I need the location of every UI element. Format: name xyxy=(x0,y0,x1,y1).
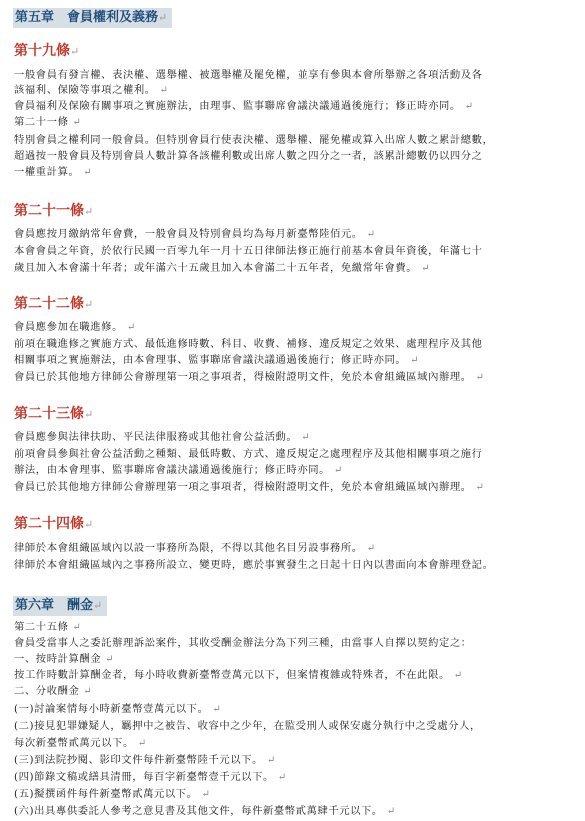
article-22-line-3 xyxy=(14,352,419,369)
paragraph-mark-icon: ↵ xyxy=(333,465,343,476)
article-22-line-1 xyxy=(14,319,136,336)
article-25-title: 第二十五條 xyxy=(14,621,69,633)
article-25-line-1: 會員受當事人之委託辦理訴訟案件，其收受酬金辦法分為下列三種，由當事人自擇以契約定之： xyxy=(14,637,472,649)
article-21-line-3 xyxy=(14,260,430,277)
article-19-line-4 xyxy=(14,114,81,131)
paragraph-mark-icon: ↵ xyxy=(93,599,103,612)
paragraph-mark-icon: ↵ xyxy=(72,117,82,128)
paragraph-mark-icon: ↵ xyxy=(126,322,136,333)
article-23-title: 第二十三條 xyxy=(14,406,84,422)
article-25-item-2b-text: 每次新臺幣貳萬元以下。 xyxy=(14,737,134,749)
article-25-item-2a: (二)接見犯罪嫌疑人，羈押中之被告、收容中之少年，在監受刑人或保安處分執行中之受處分人， xyxy=(14,720,481,732)
chapter-6-heading xyxy=(13,596,107,616)
article-25-item-2b xyxy=(14,735,147,752)
article-23-line-3 xyxy=(14,462,343,479)
article-24-line-1 xyxy=(14,540,376,557)
article-21-heading xyxy=(14,202,93,221)
paragraph-mark-icon: ↵ xyxy=(301,432,311,443)
paragraph-mark-icon: ↵ xyxy=(212,704,222,715)
paragraph-mark-icon: ↵ xyxy=(366,229,376,240)
article-19-line-5: 特別會員之權利同一般會員。但特別會員行使表決權、選舉權、罷免權或算入出席人數之累計總數， xyxy=(14,134,494,146)
paragraph-mark-icon: ↵ xyxy=(266,755,276,766)
article-24-line-1-text: 律師於本會組織區域內以設一事務所為限，不得以其他名目另設事務所。 xyxy=(14,542,363,554)
article-23-line-1-text: 會員應參與法律扶助、平民法律服務或其他社會公益活動。 xyxy=(14,431,298,443)
article-21-sub-heading: 第二十一條 xyxy=(14,116,69,128)
paragraph-mark-icon: ↵ xyxy=(421,263,431,274)
article-19-title: 第十九條 xyxy=(14,43,70,59)
article-25-line-2 xyxy=(14,651,114,668)
article-25-line-4 xyxy=(14,683,92,700)
article-22-title: 第二十二條 xyxy=(14,296,84,312)
paragraph-mark-icon: ↵ xyxy=(84,518,94,531)
article-24-line-2: 律師於本會組織區域內之事務所設立、變更時，應於事實發生之日起十日內以書面向本會辦理登記。 xyxy=(14,559,494,571)
article-22-line-4-text: 會員已於其他地方律師公會辦理第一項之事項者，得檢附證明文件，免於本會組織區域內辦理。 xyxy=(14,371,472,383)
article-25-line-3 xyxy=(14,667,463,684)
article-22-line-1-text: 會員應參加在職進修。 xyxy=(14,321,123,333)
article-25-item-1-text: (一)討論案情每小時新臺幣壹萬元以下。 xyxy=(14,703,209,715)
paragraph-mark-icon: ↵ xyxy=(137,738,147,749)
article-21-title: 第二十一條 xyxy=(14,203,84,219)
article-25-item-6-text: (六)出具專供委託人參考之意見書及其他文件，每件新臺幣貳萬肆千元以下。 xyxy=(14,805,383,817)
paragraph-mark-icon: ↵ xyxy=(105,654,115,665)
article-23-line-3-text: 辦法，由本會理事、監事聯席會議決議通過後施行；修正時亦同。 xyxy=(14,464,331,476)
article-23-line-2: 前項會員參與社會公益活動之種類、最低時數、方式、違反規定之處理程序及其他相關事項之施行 xyxy=(14,448,483,460)
article-22-line-2: 前項在職進修之實施方式、最低進修時數、科目、收費、補修、違反規定之效果、處理程序及其他 xyxy=(14,338,483,350)
article-19-line-1: 一般會員有發言權、表決權、選舉權、被選舉權及罷免權，並享有參與本會所舉辦之各項活動及各 xyxy=(14,69,483,81)
paragraph-mark-icon: ↵ xyxy=(159,85,169,96)
article-25-item-5-text: (五)擬撰函件每件新臺幣貳萬元以下。 xyxy=(14,788,198,800)
article-23-line-1 xyxy=(14,429,310,446)
paragraph-mark-icon: ↵ xyxy=(158,11,168,24)
article-21-line-1 xyxy=(14,226,376,243)
paragraph-mark-icon: ↵ xyxy=(410,355,420,366)
article-25-item-3-text: (三)到法院抄閱、影印文件每件新臺幣陸千元以下。 xyxy=(14,754,263,766)
article-19-line-3 xyxy=(14,98,474,115)
paragraph-mark-icon: ↵ xyxy=(475,372,485,383)
chapter-5-heading xyxy=(13,8,172,28)
article-21-line-2: 本會會員之年資，於依行民國一百零九年一月十五日律師法修正施行前基本會員年資後，年滿七十 xyxy=(14,245,483,257)
paragraph-mark-icon: ↵ xyxy=(453,670,463,681)
article-25-heading xyxy=(14,619,81,636)
paragraph-mark-icon: ↵ xyxy=(84,205,94,218)
article-25-item-6 xyxy=(14,803,396,820)
article-19-line-7-text: 一權重計算。 xyxy=(14,166,80,178)
article-25-line-3-text: 按工作時數計算酬金者，每小時收費新臺幣壹萬元以下，但案情複雜或特殊者，不在此限。 xyxy=(14,669,450,681)
paragraph-mark-icon: ↵ xyxy=(84,408,94,421)
article-22-line-3-text: 相關事項之實施辦法，由本會理事、監事聯席會議決議通過後施行；修正時亦同。 xyxy=(14,354,407,366)
chapter-6-title: 第六章 酬金 xyxy=(15,598,94,613)
paragraph-mark-icon: ↵ xyxy=(277,772,287,783)
article-23-heading xyxy=(14,405,93,424)
article-23-line-4-text: 會員已於其他地方律師公會辦理第一項之事項者，得檢附證明文件，免於本會組織區域內辦理。 xyxy=(14,481,472,493)
paragraph-mark-icon: ↵ xyxy=(475,482,485,493)
chapter-5-title: 第五章 會員權利及義務 xyxy=(15,10,159,25)
article-24-title: 第二十四條 xyxy=(14,516,84,532)
article-19-line-7 xyxy=(14,164,92,181)
article-19-line-2-text: 該福利、保險等事項之權利。 xyxy=(14,84,156,96)
article-19-line-6: 超過按一般會員及特別會員人數計算各該權利數或出席人數之四分之一者，該累計總數仍以四分之 xyxy=(14,150,483,162)
article-25-item-4-text: (四)節錄文稿或繕具清冊，每百字新臺幣壹千元以下。 xyxy=(14,771,274,783)
paragraph-mark-icon: ↵ xyxy=(70,45,80,58)
article-19-line-3-text: 會員福利及保險有關事項之實施辦法，由理事、監事聯席會議決議通過後施行；修正時亦同。 xyxy=(14,100,461,112)
article-24-heading xyxy=(14,515,93,534)
paragraph-mark-icon: ↵ xyxy=(83,167,93,178)
article-22-line-4 xyxy=(14,369,485,386)
paragraph-mark-icon: ↵ xyxy=(366,543,376,554)
article-25-line-4-text: 二、分收酬金 xyxy=(14,685,80,697)
article-21-line-1-text: 會員應按月繳納常年會費，一般會員及特別會員均為每月新臺幣陸佰元。 xyxy=(14,228,363,240)
article-25-item-5 xyxy=(14,786,210,803)
article-19-heading xyxy=(14,42,79,61)
article-21-line-3-text: 歲且加入本會滿十年者；或年滿六十五歲且加入本會滿二十五年者，免繳常年會費。 xyxy=(14,262,418,274)
article-23-line-4 xyxy=(14,479,485,496)
article-19-line-2 xyxy=(14,82,169,99)
article-25-item-1 xyxy=(14,701,221,718)
article-25-item-4 xyxy=(14,769,287,786)
paragraph-mark-icon: ↵ xyxy=(72,622,82,633)
paragraph-mark-icon: ↵ xyxy=(201,789,211,800)
article-25-item-3 xyxy=(14,752,276,769)
paragraph-mark-icon: ↵ xyxy=(84,298,94,311)
article-25-line-2-text: 一、按時計算酬金 xyxy=(14,653,102,665)
paragraph-mark-icon: ↵ xyxy=(386,806,396,817)
article-22-heading xyxy=(14,295,93,314)
paragraph-mark-icon: ↵ xyxy=(83,686,93,697)
paragraph-mark-icon: ↵ xyxy=(464,101,474,112)
